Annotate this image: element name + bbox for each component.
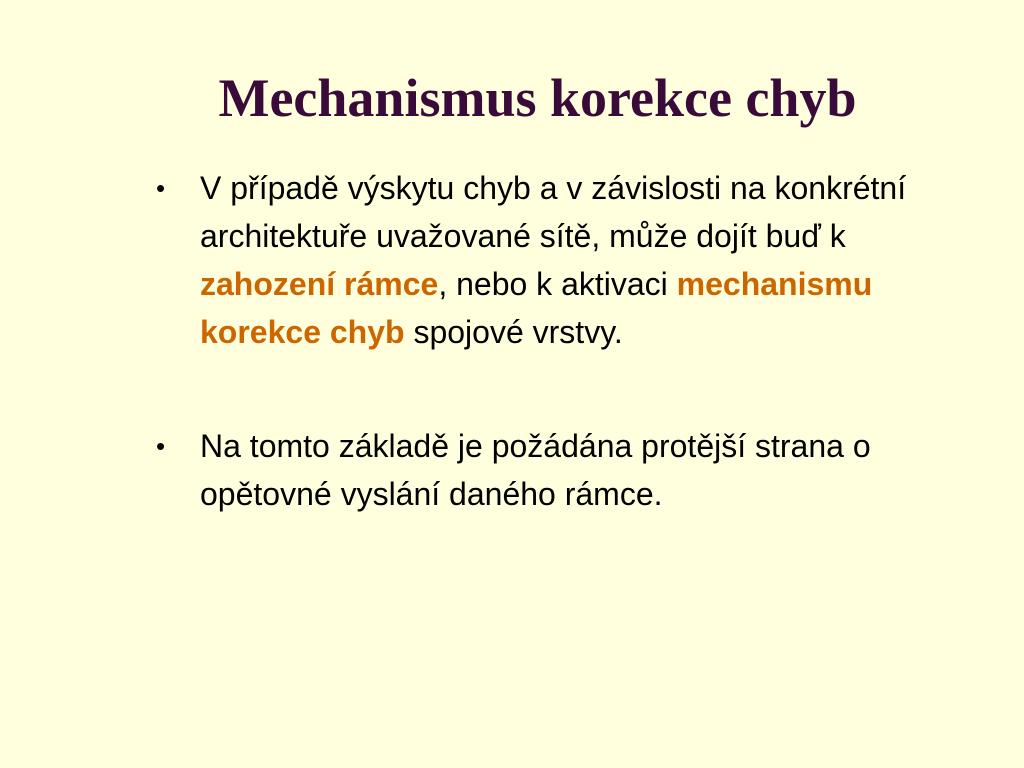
highlight-frame-drop: zahození rámce (200, 266, 439, 302)
bullet-text: Na tomto základě je požádána protější strana o opětovné vyslání daného rámce. (200, 428, 871, 512)
bullet-item-error-handling (156, 164, 916, 356)
slide-title: Mechanismus korekce chyb (218, 68, 857, 128)
bullet-item-retransmission (156, 422, 916, 518)
bullet-list (156, 164, 916, 518)
highlight-error-correction: mechanismu korekce chyb (200, 266, 873, 350)
bullet-text: spojové vrstvy. (404, 314, 623, 350)
bullet-text: , nebo k aktivaci (438, 266, 677, 302)
bullet-marker: • (156, 431, 166, 461)
bullet-text: V případě výskytu chyb a v závislosti na konkrétní architektuře uvažované sítě, může dojít buď k (200, 170, 907, 254)
bullet-marker: • (156, 173, 166, 203)
